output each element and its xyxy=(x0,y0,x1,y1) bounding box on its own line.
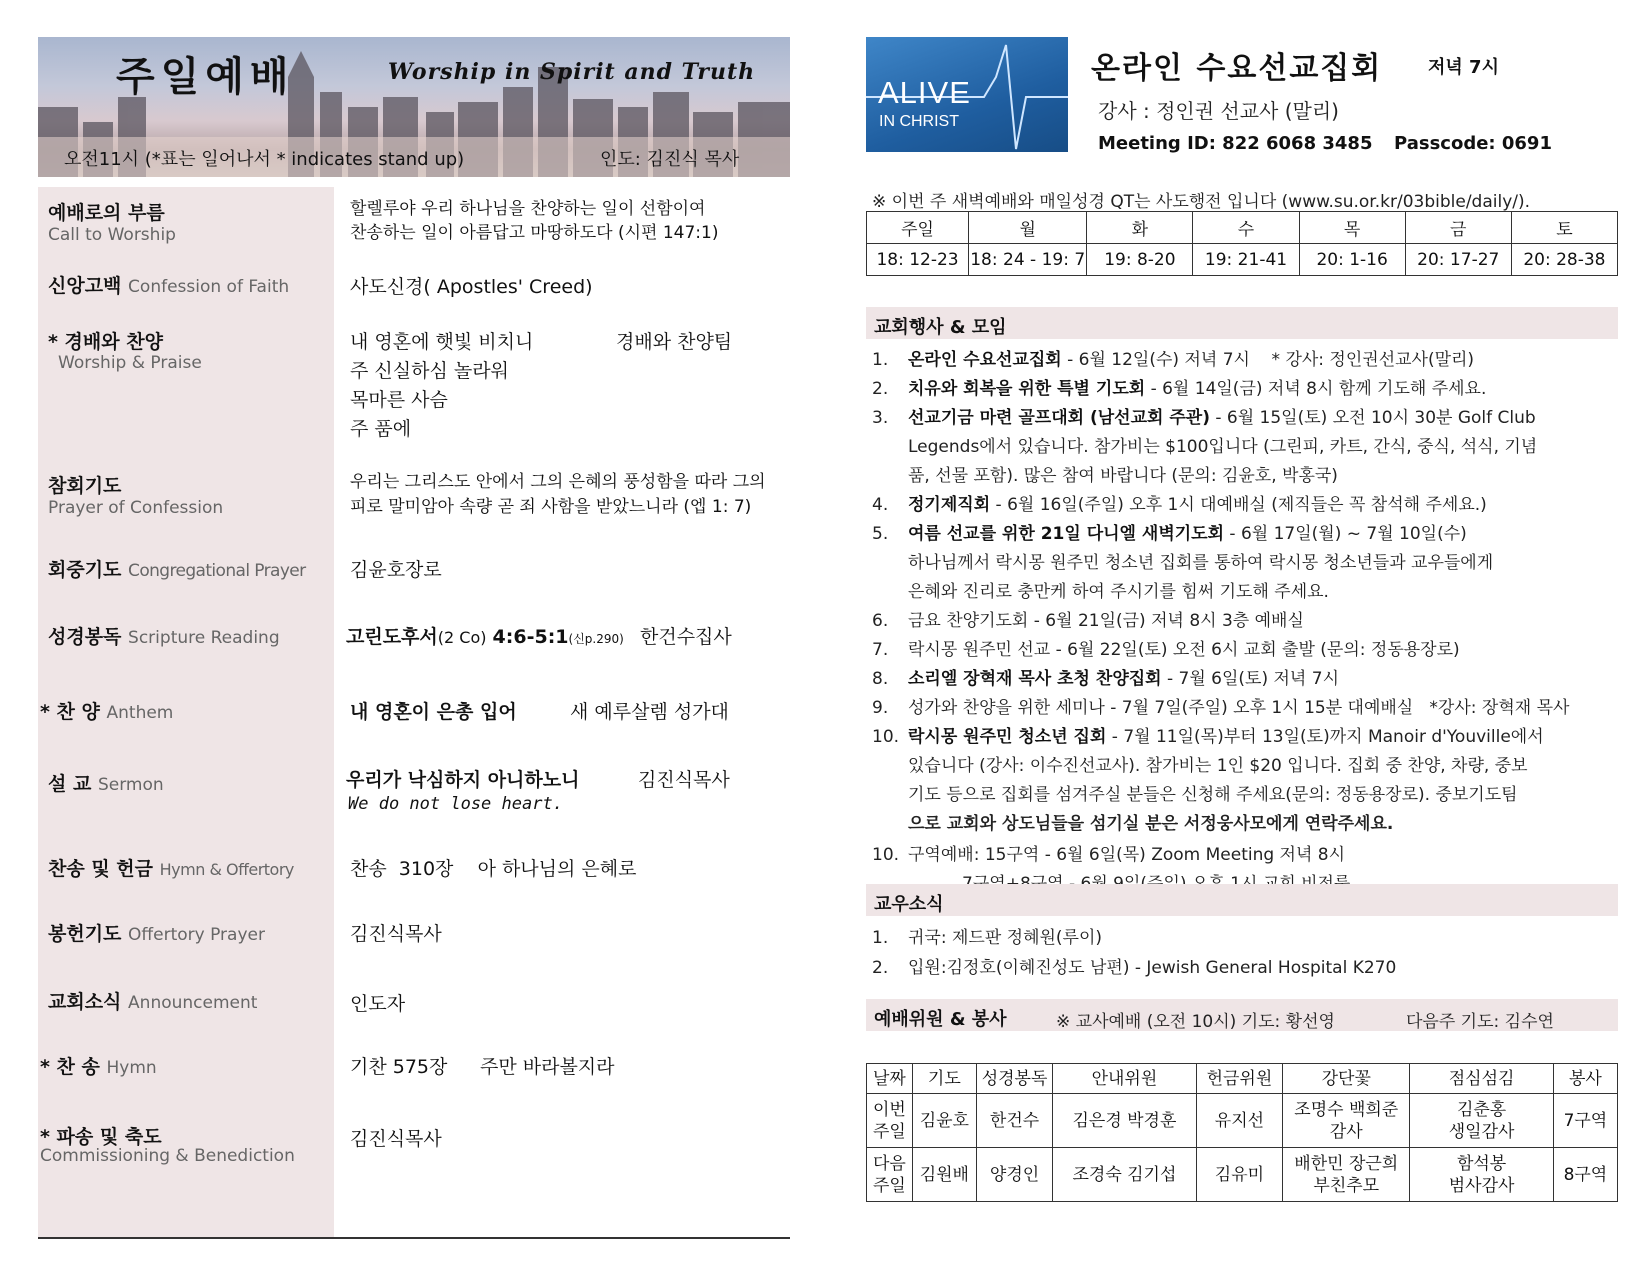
announcement-label xyxy=(48,987,257,1014)
prayer-confession-label-en: Prayer of Confession xyxy=(48,498,224,518)
event-number: 5. xyxy=(872,524,889,544)
event-detail: - 6월 12일(수) 저녁 7시 * 강사: 정인권선교사(말리) xyxy=(1061,350,1475,370)
date-line: 다음 xyxy=(872,1153,906,1174)
event-detail: - 6월 16일(주일) 오후 1시 대예배실 (제직들은 꼭 참석해 주세요.) xyxy=(990,495,1487,515)
flowers-line: 배한민 장근희 xyxy=(1294,1153,1399,1174)
qt-day: 토 xyxy=(1511,212,1617,244)
event-number: 3. xyxy=(872,408,889,428)
event-continuation: 있습니다 (강사: 이수진선교사). 참가비는 1인 $20 입니다. 집회 중 찬양, 차량, 중보 xyxy=(908,756,1528,776)
congregational-prayer-label xyxy=(48,555,306,582)
service-time-note: 오전11시 (*표는 일어나서 * indicates stand up) xyxy=(64,149,465,170)
date-line: 주일 xyxy=(872,1175,906,1196)
cell-usher: 조경숙 김기섭 xyxy=(1053,1148,1196,1202)
qt-day: 월 xyxy=(969,212,1087,244)
event-item xyxy=(872,404,1536,433)
scripture-book-en: (2 Co) xyxy=(437,628,487,647)
lunch-line: 함석봉 xyxy=(1456,1153,1507,1174)
qt-day: 목 xyxy=(1299,212,1405,244)
closing-hymn-title: 주만 바라볼지라 xyxy=(480,1056,615,1078)
service-leader: 인도: 김진식 목사 xyxy=(600,149,740,170)
hymn-offertory-value: 찬송 310장 아 하나님의 은혜로 xyxy=(350,858,637,880)
event-title: 정기제직회 xyxy=(908,495,991,515)
scripture-reading-ko: 성경봉독 xyxy=(48,626,122,648)
logo-alive-text: ALIVE xyxy=(878,75,971,110)
cell-prayer: 김윤호 xyxy=(912,1094,976,1148)
column-header: 기도 xyxy=(912,1064,976,1094)
service-team-table xyxy=(866,1063,1618,1202)
worship-order-panel xyxy=(38,37,790,1242)
qt-passage: 19: 8-20 xyxy=(1087,244,1193,276)
order-of-service xyxy=(38,187,790,1237)
service-section-header xyxy=(866,999,1618,1031)
cell-reading: 한건수 xyxy=(976,1094,1052,1148)
cell-serve: 7구역 xyxy=(1553,1094,1617,1148)
news-section-header xyxy=(866,884,1618,916)
alive-in-christ-logo xyxy=(866,37,1068,152)
news-number: 1. xyxy=(872,928,889,948)
banner-motto: Worship in Spirit and Truth xyxy=(388,59,756,85)
cell-serve: 8구역 xyxy=(1553,1148,1617,1202)
confession-value: 사도신경( Apostles' Creed) xyxy=(350,276,593,298)
cell-flowers xyxy=(1283,1148,1410,1202)
benediction-label-en: Commissioning & Benediction xyxy=(40,1146,295,1166)
hymn-offertory-ko: 찬송 및 헌금 xyxy=(48,858,153,880)
announcement-en: Announcement xyxy=(128,993,258,1013)
confession-label xyxy=(48,271,289,298)
service-header-row xyxy=(867,1064,1618,1094)
sermon-label xyxy=(48,769,164,796)
announcement-value: 인도자 xyxy=(350,993,406,1015)
bottom-divider xyxy=(38,1237,790,1239)
column-header: 봉사 xyxy=(1553,1064,1617,1094)
banner-title: 주일예배 xyxy=(116,54,295,100)
event-detail: 성가와 찬양을 위한 세미나 - 7월 7일(주일) 오후 1시 15분 대예배실 *강사: 장혁재 목사 xyxy=(908,698,1570,718)
anthem-en: Anthem xyxy=(106,703,174,723)
row-date xyxy=(867,1094,913,1148)
cell-prayer: 김원배 xyxy=(912,1148,976,1202)
news-item xyxy=(872,924,1102,953)
worship-banner xyxy=(38,37,790,177)
call-to-worship-line-2: 찬송하는 일이 아름답고 마땅하도다 (시편 147:1) xyxy=(350,223,719,243)
column-header: 헌금위원 xyxy=(1196,1064,1282,1094)
event-item xyxy=(872,520,1467,549)
lunch-line: 김춘홍 xyxy=(1456,1099,1507,1120)
qt-passage: 20: 1-16 xyxy=(1299,244,1405,276)
event-number: 2. xyxy=(872,379,889,399)
event-continuation: 하나님께서 락시몽 원주민 청소년 집회를 통하여 락시몽 청소년들과 교우들에게 xyxy=(908,553,1494,573)
news-item xyxy=(872,954,1396,983)
offertory-prayer-ko: 봉헌기도 xyxy=(48,923,122,945)
confession-label-en: Confession of Faith xyxy=(128,277,290,297)
mission-meeting-time: 저녁 7시 xyxy=(1428,57,1499,78)
column-header: 점심섬김 xyxy=(1410,1064,1553,1094)
mission-speaker: 강사 : 정인권 선교사 (말리) xyxy=(1098,99,1339,123)
event-item xyxy=(872,665,1339,694)
anthem-choir: 새 예루살렘 성가대 xyxy=(570,701,729,723)
announcements-panel xyxy=(866,37,1618,1242)
events-header-text: 교회행사 & 모임 xyxy=(874,317,1007,338)
event-title: 락시몽 원주민 청소년 집회 xyxy=(908,727,1107,747)
event-item xyxy=(872,636,1460,665)
events-section-header xyxy=(866,307,1618,339)
qt-passage: 20: 28-38 xyxy=(1511,244,1617,276)
event-number: 9. xyxy=(872,698,889,718)
event-detail: 금요 찬양기도회 - 6월 21일(금) 저녁 8시 3층 예배실 xyxy=(908,611,1304,631)
flowers-line: 감사 xyxy=(1329,1121,1363,1142)
qt-passage: 18: 24 - 19: 7 xyxy=(969,244,1087,276)
cell-usher: 김은경 박경훈 xyxy=(1053,1094,1196,1148)
cell-lunch xyxy=(1410,1094,1553,1148)
praise-song-3: 목마른 사슴 xyxy=(350,389,448,411)
congregational-prayer-ko: 회중기도 xyxy=(48,559,122,581)
event-continuation: 품, 선물 포함). 많은 참여 바랍니다 (문의: 김윤호, 박홍국) xyxy=(908,466,1338,486)
hymn-offertory-en: Hymn & Offertory xyxy=(159,860,294,879)
event-continuation: Legends에서 있습니다. 참가비는 $100입니다 (그린피, 카트, 간식, 중식, 석식, 기념 xyxy=(908,437,1538,457)
event-detail: - 7월 6일(토) 저녁 7시 xyxy=(1161,669,1339,689)
date-line: 이번 xyxy=(872,1099,906,1120)
event-number: 10. xyxy=(872,727,900,747)
table-row xyxy=(867,1094,1618,1148)
event-number: 1. xyxy=(872,350,889,370)
column-header: 성경봉독 xyxy=(976,1064,1052,1094)
benediction-label: * 파송 및 축도 xyxy=(40,1126,162,1148)
sermon-preacher: 김진식목사 xyxy=(638,769,730,791)
event-number: 7. xyxy=(872,640,889,660)
scripture-reader: 한건수집사 xyxy=(640,626,732,648)
sermon-title: 우리가 낙심하지 아니하노니 xyxy=(346,769,580,791)
event-detail: - 7월 11일(목)부터 13일(토)까지 Manoir d'Youville에서 xyxy=(1106,727,1544,747)
worship-praise-label: * 경배와 찬양 xyxy=(48,331,163,353)
sermon-ko: 설 교 xyxy=(48,773,92,795)
event-detail: - 6월 14일(금) 저녁 8시 함께 기도해 주세요. xyxy=(1145,379,1487,399)
cell-flowers xyxy=(1283,1094,1410,1148)
zoom-passcode: Passcode: 0691 xyxy=(1394,133,1552,154)
qt-days-row xyxy=(867,212,1618,244)
row-date xyxy=(867,1148,913,1202)
cell-lunch xyxy=(1410,1148,1553,1202)
scripture-verse: 4:6-5:1 xyxy=(492,626,569,648)
event-title: 선교기금 마련 골프대회 (남선교회 주관) xyxy=(908,408,1210,428)
qt-day: 주일 xyxy=(867,212,969,244)
event-continuation: 은혜와 진리로 충만케 하여 주시기를 힘써 기도해 주세요. xyxy=(908,582,1329,602)
event-item xyxy=(872,375,1486,404)
event-item xyxy=(872,841,1345,870)
call-to-worship-label: 예배로의 부름 xyxy=(48,202,165,224)
prayer-confession-line-1: 우리는 그리스도 안에서 그의 은혜의 풍성함을 따라 그의 xyxy=(350,472,766,492)
event-item xyxy=(872,346,1474,375)
cell-offering: 유지선 xyxy=(1196,1094,1282,1148)
event-item xyxy=(872,607,1304,636)
praise-song-1: 내 영혼에 햇빛 비치니 xyxy=(350,331,534,353)
scripture-reading-label xyxy=(48,622,280,649)
event-number: 8. xyxy=(872,669,889,689)
flowers-line: 조명수 백희준 xyxy=(1294,1099,1399,1120)
lunch-line: 범사감사 xyxy=(1448,1175,1515,1196)
event-title: 여름 선교를 위한 21일 다니엘 새벽기도회 xyxy=(908,524,1225,544)
news-text: 입원:김정호(이혜진성도 남편) - Jewish General Hospital K270 xyxy=(908,958,1397,978)
closing-hymn-label xyxy=(40,1052,157,1079)
qt-day: 화 xyxy=(1087,212,1193,244)
qt-note: ※ 이번 주 새벽예배와 매일성경 QT는 사도행전 입니다 (www.su.or.kr/03bible/daily/). xyxy=(872,192,1531,212)
call-to-worship-line-1: 할렐루야 우리 하나님을 찬양하는 일이 선함이여 xyxy=(350,199,706,219)
offertory-prayer-en: Offertory Prayer xyxy=(128,925,265,945)
cell-reading: 양경인 xyxy=(976,1148,1052,1202)
benediction-value: 김진식목사 xyxy=(350,1128,442,1150)
lunch-line: 생일감사 xyxy=(1448,1121,1515,1142)
event-title: 소리엘 장혁재 목사 초청 찬양집회 xyxy=(908,669,1162,689)
prayer-confession-label: 참회기도 xyxy=(48,475,122,497)
event-detail: - 6월 17일(월) ~ 7월 10일(수) xyxy=(1224,524,1467,544)
offertory-prayer-value: 김진식목사 xyxy=(350,923,442,945)
anthem-label xyxy=(40,697,173,724)
closing-hymn-ko: * 찬 송 xyxy=(40,1056,100,1078)
qt-passage: 18: 12-23 xyxy=(867,244,969,276)
qt-day: 금 xyxy=(1405,212,1511,244)
logo-in-christ-text: IN CHRIST xyxy=(879,113,959,130)
event-number: 6. xyxy=(872,611,889,631)
qt-schedule-table xyxy=(866,211,1618,276)
news-text: 귀국: 제드판 정혜원(루이) xyxy=(908,928,1103,948)
closing-hymn-number: 기찬 575장 xyxy=(350,1056,448,1078)
zoom-meeting-id: Meeting ID: 822 6068 3485 xyxy=(1098,133,1373,154)
event-number: 10. xyxy=(872,845,900,865)
scripture-reference xyxy=(346,622,624,649)
column-header: 강단꽃 xyxy=(1283,1064,1410,1094)
event-item xyxy=(872,723,1544,752)
scripture-reading-en: Scripture Reading xyxy=(128,628,280,648)
call-to-worship-label-en: Call to Worship xyxy=(48,225,176,245)
offertory-prayer-label xyxy=(48,919,265,946)
qt-passage: 19: 21-41 xyxy=(1193,244,1299,276)
column-header: 안내위원 xyxy=(1053,1064,1196,1094)
qt-day: 수 xyxy=(1193,212,1299,244)
event-detail: 락시몽 원주민 선교 - 6월 22일(토) 오전 6시 교회 출발 (문의: 정동용장로) xyxy=(908,640,1460,660)
closing-hymn-en: Hymn xyxy=(106,1058,157,1078)
event-detail: 구역예배: 15구역 - 6월 6일(목) Zoom Meeting 저녁 8시 xyxy=(908,845,1346,865)
column-header: 날짜 xyxy=(867,1064,913,1094)
qt-passages-row xyxy=(867,244,1618,276)
scripture-book: 고린도후서 xyxy=(346,626,438,648)
qt-passage: 20: 17-27 xyxy=(1405,244,1511,276)
scripture-page: (신p.290) xyxy=(568,632,624,646)
prayer-confession-line-2: 피로 말미암아 속량 곧 죄 사함을 받았느니라 (엡 1: 7) xyxy=(350,497,752,517)
sermon-en: Sermon xyxy=(97,775,164,795)
praise-song-4: 주 품에 xyxy=(350,418,412,440)
event-continuation: 기도 등으로 집회를 섬겨주실 분들은 신청해 주세요(문의: 정동용장로). 중보기도팀 xyxy=(908,785,1518,805)
congregational-prayer-en: Congregational Prayer xyxy=(128,561,306,581)
event-item xyxy=(872,491,1487,520)
anthem-ko: * 찬 양 xyxy=(40,701,100,723)
cell-offering: 김유미 xyxy=(1196,1148,1282,1202)
flowers-line: 부친추모 xyxy=(1313,1175,1380,1196)
praise-song-2: 주 신실하심 놀라워 xyxy=(350,360,509,382)
praise-team: 경배와 찬양팀 xyxy=(616,331,733,353)
service-header-text: 예배위원 & 봉사 xyxy=(874,1009,1007,1030)
table-row xyxy=(867,1148,1618,1202)
event-item xyxy=(872,694,1569,723)
event-number: 4. xyxy=(872,495,889,515)
event-title: 온라인 수요선교집회 xyxy=(908,350,1062,370)
news-header-text: 교우소식 xyxy=(874,894,944,915)
confession-label-ko: 신앙고백 xyxy=(48,275,122,297)
event-title: 치유와 회복을 위한 특별 기도회 xyxy=(908,379,1146,399)
worship-praise-label-en: Worship & Praise xyxy=(58,353,202,373)
sermon-title-en: We do not lose heart. xyxy=(348,794,563,814)
next-week-prayer: 다음주 기도: 김수연 xyxy=(1406,1012,1554,1032)
teacher-worship-note: ※ 교사예배 (오전 10시) 기도: 황선영 xyxy=(1056,1012,1335,1032)
event-detail: - 6월 15일(토) 오전 10시 30분 Golf Club xyxy=(1209,408,1536,428)
mission-meeting-title: 온라인 수요선교집회 xyxy=(1091,51,1383,86)
news-number: 2. xyxy=(872,958,889,978)
hymn-offertory-label xyxy=(48,854,294,881)
date-line: 주일 xyxy=(872,1121,906,1142)
event-continuation: 으로 교회와 상도님들을 섬기실 분은 서정웅사모에게 연락주세요. xyxy=(908,814,1394,834)
congregational-prayer-value: 김윤호장로 xyxy=(350,559,442,581)
anthem-title: 내 영혼이 은총 입어 xyxy=(350,701,517,723)
announcement-ko: 교회소식 xyxy=(48,991,122,1013)
